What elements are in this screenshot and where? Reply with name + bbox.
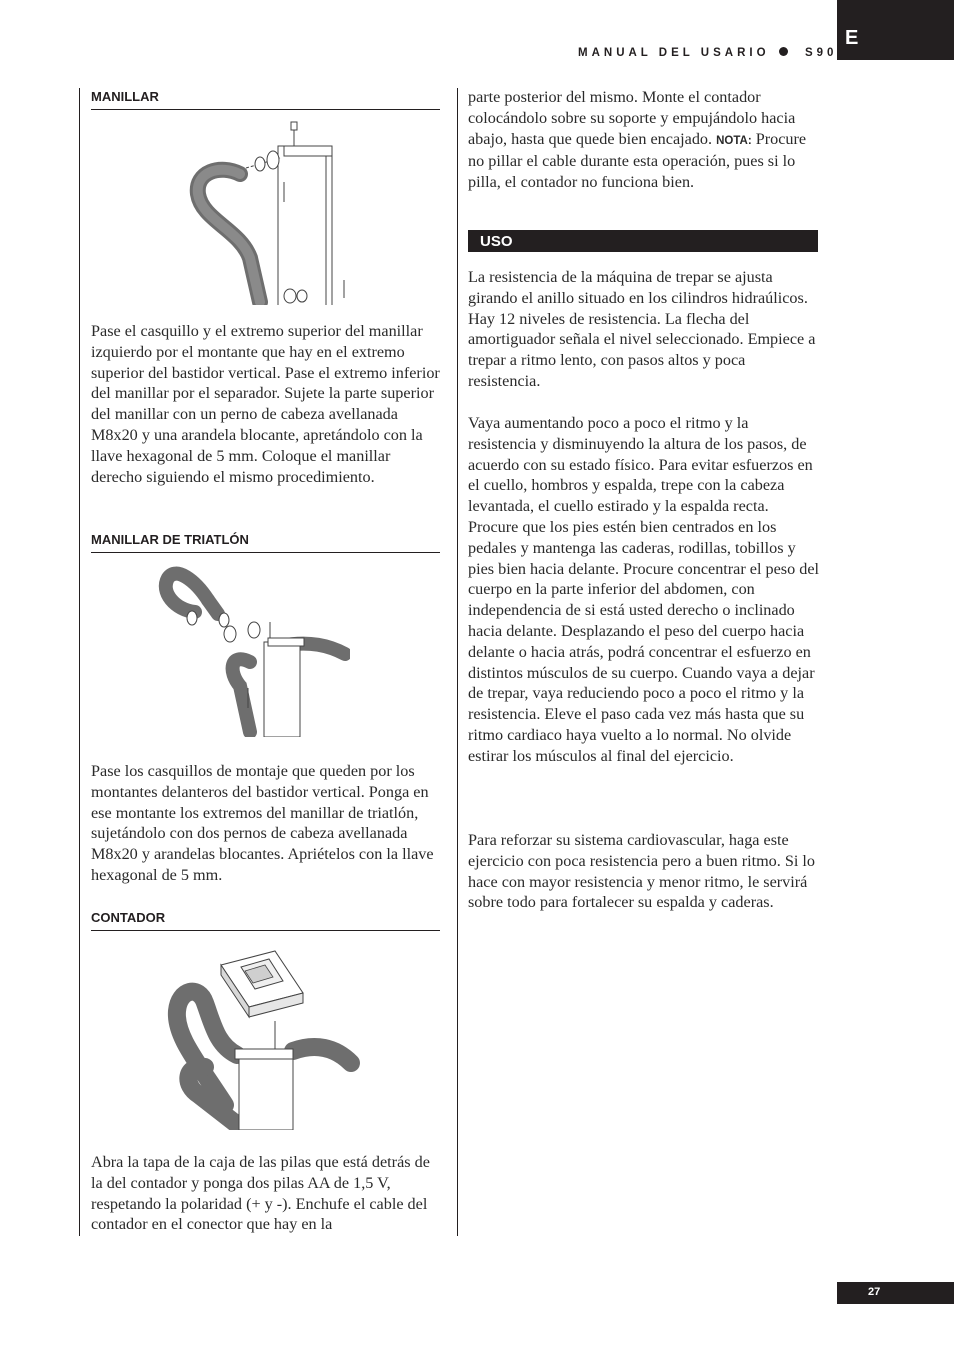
handlebar-illustration (180, 120, 350, 305)
console-illustration (165, 945, 360, 1130)
manillar-instructions: Pase el casquillo y el extremo superior del manillar izquierdo por el montante que hay en el extremo superior del bastidor vertical. Pase el extremo inferior del manillar por el separador. Sujete la parte superior del manillar con un perno de cabeza avellanada M8x20 y una arandela blocante, apretándolo con la llave hexagonal de 5 mm. Coloque el manillar derecho siguiendo el mismo procedimiento. (91, 322, 440, 486)
manual-title: MANUAL DEL USARIO (578, 47, 770, 59)
language-tab (837, 0, 954, 60)
uso-paragraph-1: La resistencia de la máquina de trepar se ajusta girando el anillo situado en los cilindros hidraúlicos. Hay 12 niveles de resistencia. La flecha del amortiguador señala el nivel seleccionado. Empiece a trepar a ritmo lento, con pasos altos y poca resistencia. (468, 268, 816, 390)
left-column-rule (79, 88, 80, 1236)
contador-instructions-left: Abra la tapa de la caja de las pilas que está detrás de la del contador y ponga dos pilas AA de 1,5 V, respetando la polaridad (+ y -). Enchufe el cable del contador en el conector que hay en la (91, 1153, 430, 1234)
nota-text: Procure no pillar el cable durante esta operación, pues si lo pilla, el contador no funciona bien. (468, 129, 807, 192)
nota-label: NOTA: (716, 134, 752, 147)
page-number-tab (837, 1282, 954, 1304)
section-heading-uso (468, 230, 818, 252)
triathlon-bar-illustration (150, 562, 350, 737)
page-number: 27 (868, 1286, 881, 1298)
section-heading-triatlon: MANILLAR DE TRIATLÓN (91, 532, 440, 553)
uso-paragraph-2: Vaya aumentando poco a poco el ritmo y la resistencia y disminuyendo la altura de los pasos, de acuerdo con su estado físico. Para evitar esfuerzos en el cuello, hombros y espalda, trepe con la cabeza levantada, el cuello estirado y la espalda recta. Procure que los pies estén bien centrados en los pedales y mantenga las caderas, rodillas, tobillos y pies bien hacia delante. Procure concentrar el peso del cuerpo en la parte inferior del abdomen, con independencia de si está usted derecho o inclinado hacia delante. Desplazando el peso del cuerpo hacia delante o hacia atrás, podrá concentrar el esfuerzo en distintos músculos de su cuerpo. Cuando vaya a dejar de trepar, vaya reduciendo poco a poco el ritmo y la resistencia. Eleve el paso cada vez más hasta que su ritmo cardiaco haya vuelto a lo normal. No olvide estirar los músculos al final del ejercicio. (468, 414, 820, 765)
uso-title: USO (480, 233, 513, 250)
model-name: S90 (804, 47, 838, 59)
bullet-dot-icon (779, 47, 788, 56)
section-heading-manillar: MANILLAR (91, 89, 440, 110)
section-heading-contador: CONTADOR (91, 910, 440, 931)
contador-instructions-right (468, 87, 820, 193)
middle-column-rule (457, 88, 458, 1236)
contador-continuation: parte posterior del mismo. Monte el contador colocándolo sobre su soporte y empujándolo hacia abajo, hasta que quede bien encajado. (468, 88, 796, 148)
uso-paragraph-3: Para reforzar su sistema cardiovascular, haga este ejercicio con poca resistencia pero a buen ritmo. Si lo hace con mayor resistencia y menor ritmo, le servirá sobre todo para fortalecer su espalda y caderas. (468, 831, 816, 912)
triatlon-instructions: Pase los casquillos de montaje que queden por los montantes delanteros del bastidor vertical. Ponga en ese montante los extremos del manillar de triatlón, sujetándolo con dos pernos de cabeza avellanada M8x20 y arandelas blocantes. Apriételos con la llave hexagonal de 5 mm. (91, 762, 434, 884)
running-header (578, 47, 837, 59)
language-tab-label: E (845, 27, 859, 49)
